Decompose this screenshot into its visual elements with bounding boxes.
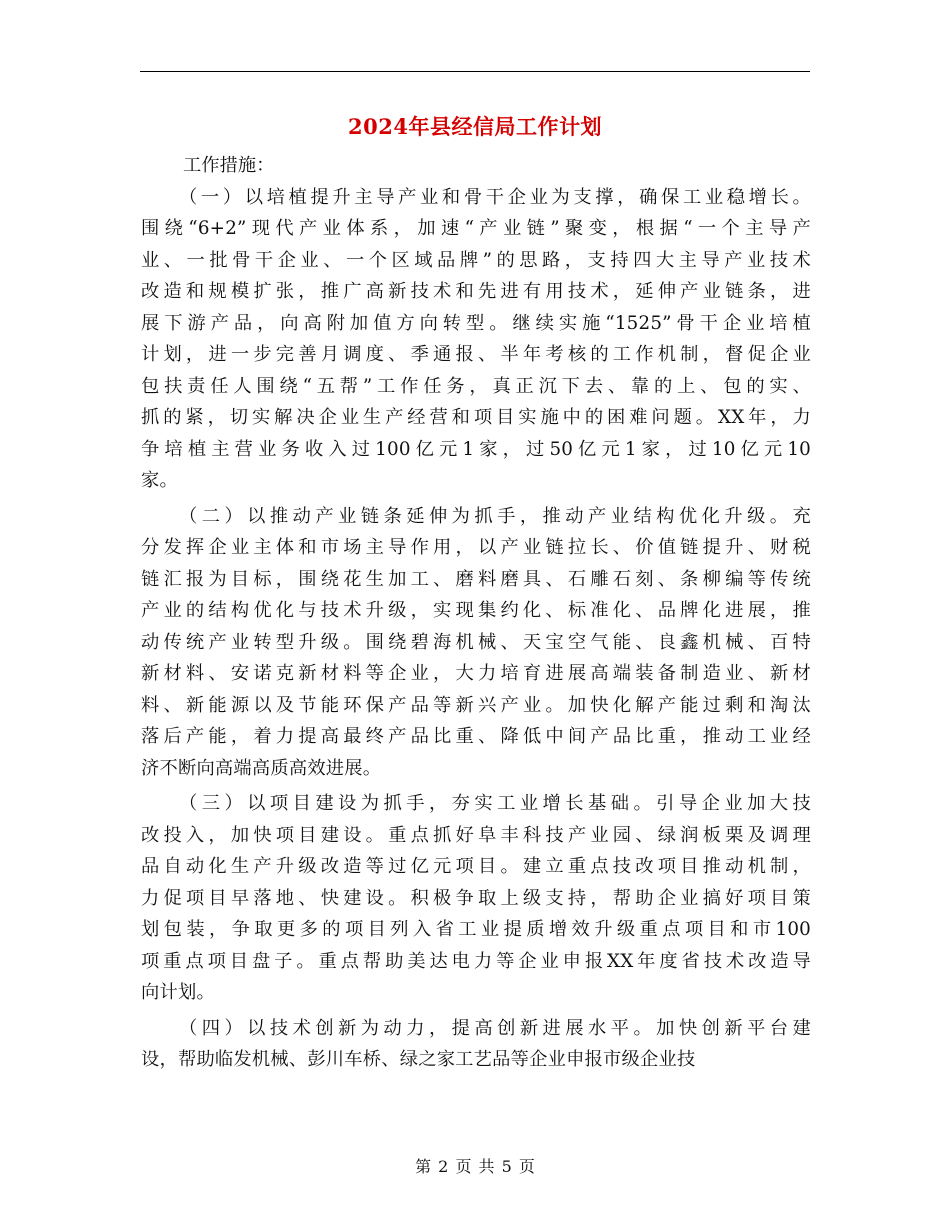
paragraph-line: （三）以项目建设为抓手，夯实工业增长基础。引导企业加大技 [179,793,811,814]
paragraph-line: 品自动化生产升级改造等过亿元项目。建立重点技改项目推动机制， [141,856,811,877]
paragraph-line: 计划，进一步完善月调度、季通报、半年考核的工作机制，督促企业 [141,344,811,365]
paragraph-line: 力促项目早落地、快建设。积极争取上级支持，帮助企业搞好项目策 [141,887,811,909]
document-title: 2024年县经信局工作计划 [348,114,602,139]
paragraph-line: 业、一批骨干企业、一个区域品牌”的思路，支持四大主导产业技术 [141,249,811,271]
paragraph [141,788,811,1009]
paragraph-line: 展下游产品，向高附加值方向转型。继续实施“1525”骨干企业培植 [141,312,811,334]
paragraph-line: 新材料、安诺克新材料等企业，大力培育进展高端装备制造业、新材 [141,663,811,684]
section-label: 工作措施： [183,155,275,176]
paragraph [141,501,811,785]
paragraph-line: 改投入，加快项目建设。重点抓好阜丰科技产业园、绿润板栗及调理 [141,824,811,846]
document-body [141,150,811,1080]
paragraph-line: 链汇报为目标，围绕花生加工、磨料磨具、石雕石刻、条柳编等传统 [141,568,811,590]
paragraph-line: 产业的结构优化与技术升级，实现集约化、标准化、品牌化进展，推 [141,600,811,621]
paragraph-line: （二）以推动产业链条延伸为抓手，推动产业结构优化升级。充 [179,505,811,527]
paragraph [141,182,811,497]
paragraph-line: 分发挥企业主体和市场主导作用，以产业链拉长、价值链提升、财税 [141,537,811,558]
paragraph-line: （四）以技术创新为动力，提高创新进展水平。加快创新平台建 [179,1017,811,1039]
paragraph-line: 动传统产业转型升级。围绕碧海机械、天宝空气能、良鑫机械、百特 [141,631,811,653]
paragraph-list [141,182,811,1076]
paragraph-line: 项重点项目盘子。重点帮助美达电力等企业申报XX年度省技术改造导 [141,950,811,972]
paragraph-line: 抓的紧，切实解决企业生产经营和项目实施中的困难问题。XX年，力 [141,407,811,428]
paragraph-line: 改造和规模扩张，推广高新技术和先进有用技术，延伸产业链条，进 [141,281,811,302]
paragraph-line: 设，帮助临发机械、彭川车桥、绿之家工艺品等企业申报市级企业技 [141,1049,696,1070]
paragraph-line: （一）以培植提升主导产业和骨干企业为支撑，确保工业稳增长。 [179,186,811,208]
header-rule [140,71,810,72]
paragraph-line: 落后产能，着力提高最终产品比重、降低中间产品比重，推动工业经 [141,726,811,747]
paragraph-line: 围绕“6+2”现代产业体系，加速“产业链”聚变，根据“一个主导产 [141,218,811,239]
paragraph-line: 济不断向高端高质高效进展。 [141,757,382,779]
paragraph-line: 家。 [141,470,178,491]
paragraph [141,1013,811,1076]
paragraph-line: 料、新能源以及节能环保产品等新兴产业。加快化解产能过剩和淘汰 [141,694,811,716]
page-number: 第 2 页 共 5 页 [415,1157,535,1176]
paragraph-line: 争培植主营业务收入过100亿元1家，过50亿元1家，过10亿元10 [141,438,811,460]
paragraph-line: 包扶责任人围绕“五帮”工作任务，真正沉下去、靠的上、包的实、 [141,375,811,397]
paragraph-line: 向计划。 [141,982,215,1003]
paragraph-line: 划包装，争取更多的项目列入省工业提质增效升级重点项目和市100 [141,919,811,940]
